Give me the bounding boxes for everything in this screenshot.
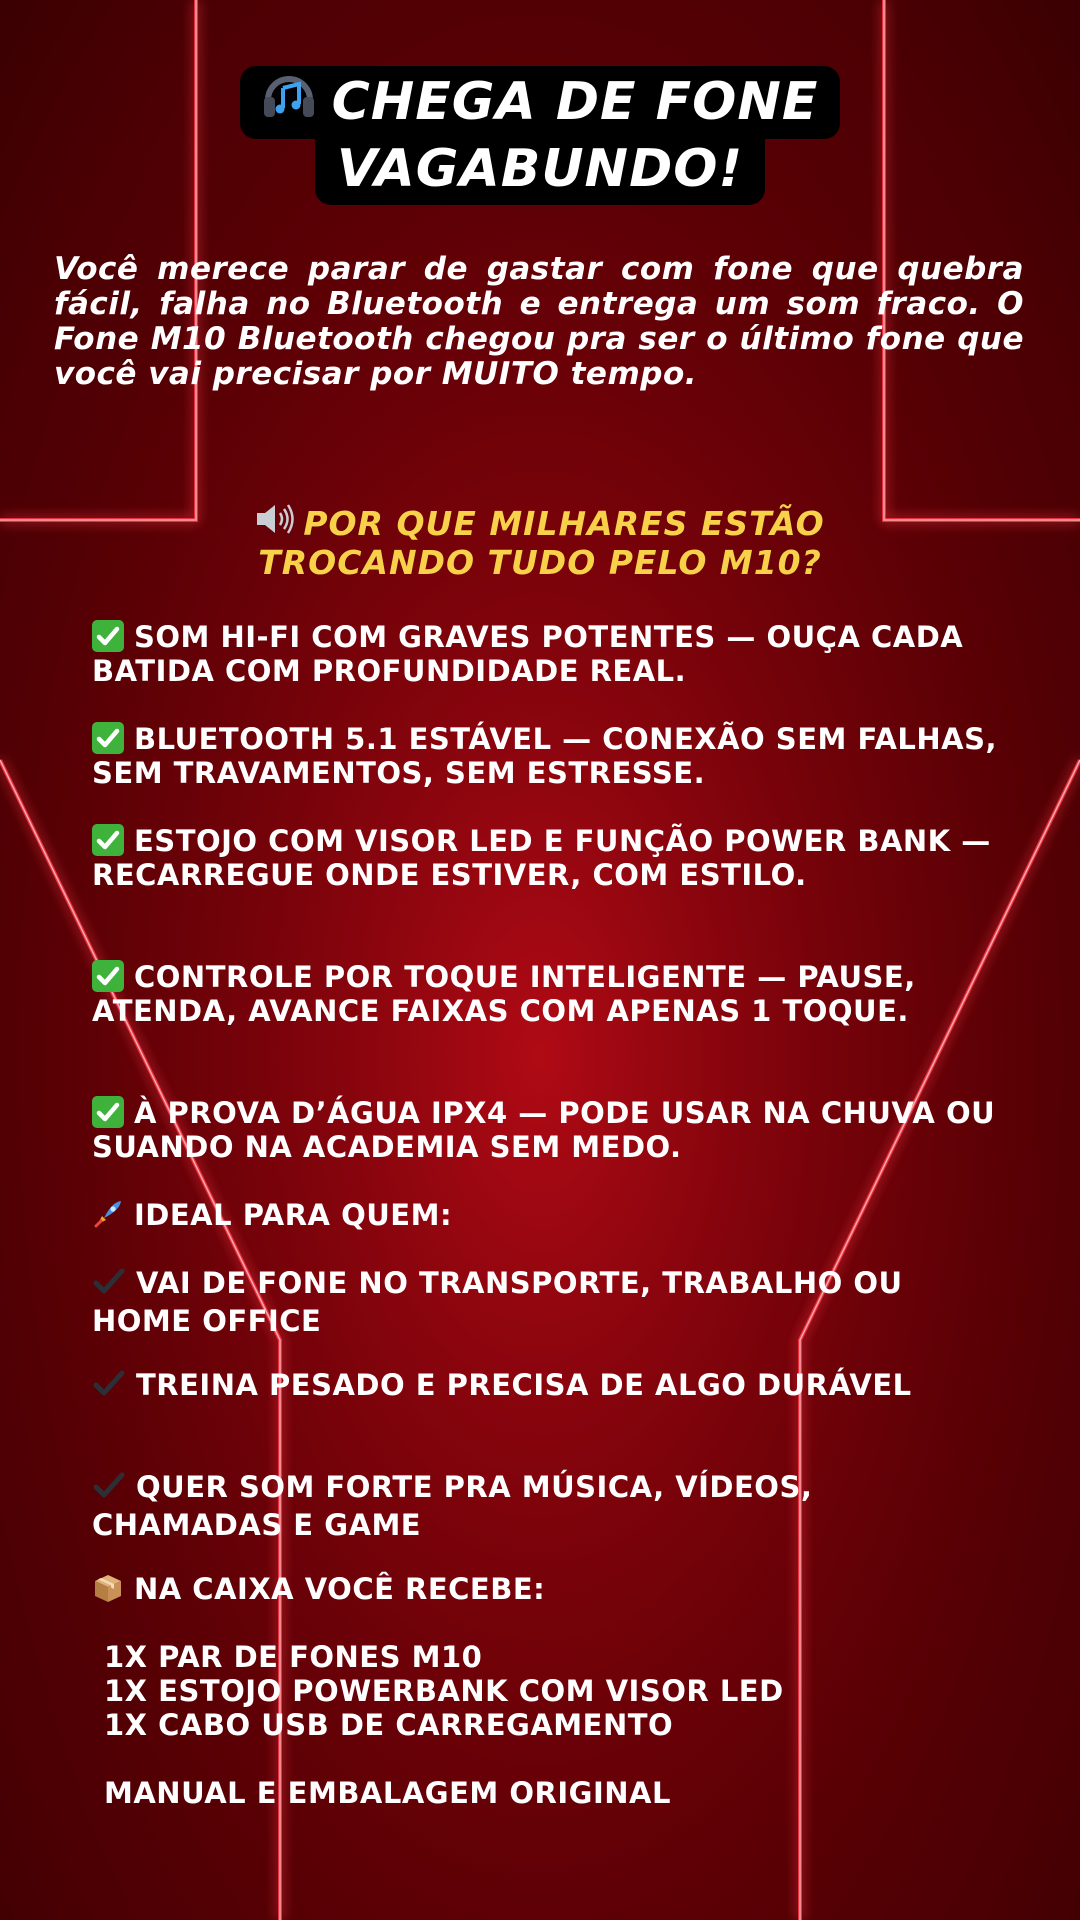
why-heading-line-2: TROCANDO TUDO PELO M10?: [258, 542, 822, 582]
feature-text: ESTOJO COM VISOR LED E FUNÇÃO POWER BANK — RECARREGUE ONDE ESTIVER, COM ESTILO.: [92, 824, 991, 892]
ideal-item-text: TREINA PESADO E PRECISA DE ALGO DURÁVEL: [136, 1368, 912, 1402]
box-title: NA CAIXA VOCÊ RECEBE:: [134, 1572, 546, 1606]
ideal-heading: [92, 1198, 1012, 1232]
feature-item: [92, 824, 1012, 892]
feature-text: BLUETOOTH 5.1 ESTÁVEL — CONEXÃO SEM FALHAS, SEM TRAVAMENTOS, SEM ESTRESSE.: [92, 722, 997, 790]
box-item: 1X ESTOJO POWERBANK COM VISOR LED: [104, 1674, 784, 1708]
feature-text: À PROVA D’ÁGUA IPX4 — PODE USAR NA CHUVA OU SUANDO NA ACADEMIA SEM MEDO.: [92, 1096, 996, 1164]
box-heading: [92, 1572, 1012, 1606]
headline-line-2: VAGABUNDO!: [315, 133, 765, 205]
feature-item: [92, 722, 1012, 790]
feature-text: SOM HI-FI COM GRAVES POTENTES — OUÇA CADA BATIDA COM PROFUNDIDADE REAL.: [92, 620, 964, 688]
headline-text-1: CHEGA DE FONE: [331, 72, 819, 132]
box-items: [104, 1640, 1004, 1742]
headphones-icon: [262, 70, 316, 133]
check-mark-icon: [92, 960, 124, 992]
rocket-icon: [92, 1198, 124, 1230]
box-item: 1X PAR DE FONES M10: [104, 1640, 483, 1674]
why-heading: [0, 505, 1080, 582]
speaker-icon: [255, 502, 295, 544]
check-mark-icon: [92, 1096, 124, 1128]
headline: [0, 66, 1080, 205]
feature-item: [92, 1096, 1012, 1164]
ideal-item-text: VAI DE FONE NO TRANSPORTE, TRABALHO OU HOME OFFICE: [92, 1266, 903, 1338]
box-item: 1X CABO USB DE CARREGAMENTO: [104, 1708, 674, 1742]
why-heading-line-1: POR QUE MILHARES ESTÃO: [303, 504, 825, 543]
check-mark-icon: [92, 1471, 126, 1508]
headline-line-1: [240, 66, 841, 139]
feature-item: [92, 960, 1012, 1028]
check-mark-icon: [92, 1267, 126, 1304]
ideal-item: [92, 1368, 1012, 1406]
feature-text: CONTROLE POR TOQUE INTELIGENTE — PAUSE, ATENDA, AVANCE FAIXAS COM APENAS 1 TOQUE.: [92, 960, 916, 1028]
check-mark-icon: [92, 722, 124, 754]
check-mark-icon: [92, 1369, 126, 1406]
intro-paragraph: Você merece parar de gastar com fone que quebra fácil, falha no Bluetooth e entrega um som fraco. O Fone M10 Bluetooth chegou pra ser o último fone que você vai precisar por MUITO tempo.: [54, 251, 1024, 392]
ideal-item-text: QUER SOM FORTE PRA MÚSICA, VÍDEOS, CHAMADAS E GAME: [92, 1470, 813, 1542]
package-icon: [92, 1572, 124, 1604]
check-mark-icon: [92, 620, 124, 652]
ideal-title: IDEAL PARA QUEM:: [134, 1198, 453, 1232]
ideal-item: [92, 1470, 1012, 1542]
box-footer: MANUAL E EMBALAGEM ORIGINAL: [104, 1776, 671, 1810]
check-mark-icon: [92, 824, 124, 856]
ideal-item: [92, 1266, 1012, 1338]
feature-item: [92, 620, 1012, 688]
